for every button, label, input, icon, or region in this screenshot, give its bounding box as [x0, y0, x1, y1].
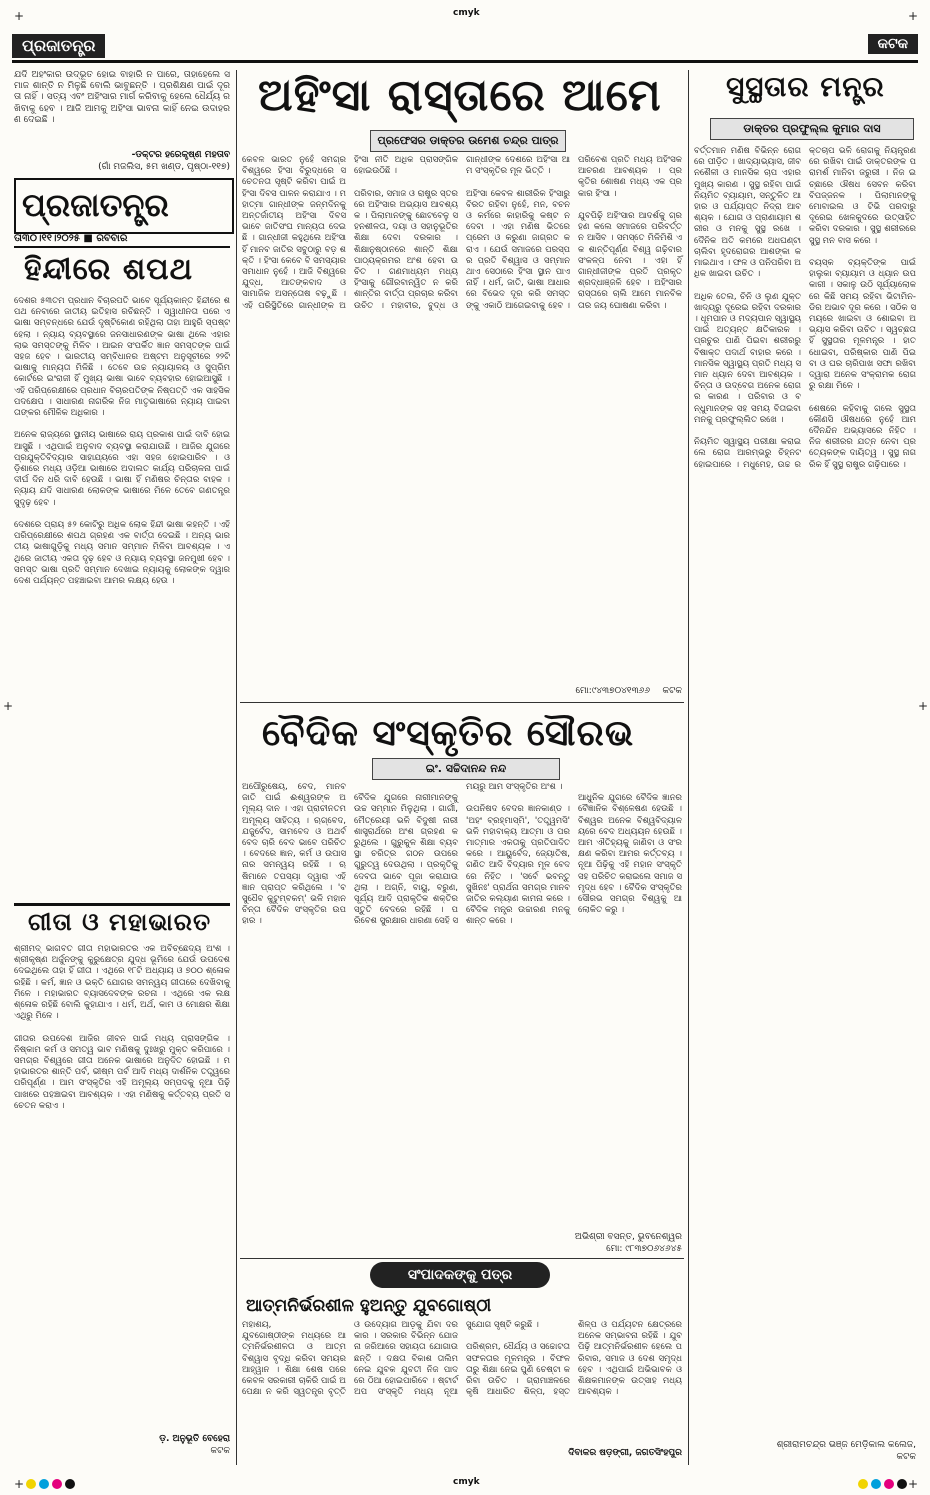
editorial-body: ଦେଶର ୫୩ତମ ପ୍ରଧାନ ବିଚାରପତି ଭାବେ ସୂର୍ଯ୍ୟକାନ୍ତ ହିନ୍ଦୀରେ ଶପଥ ନେବାରେ ଜାତୀୟ ଇତିହାସ ରଚିଛନ୍ତି । ସ୍ୱାଧୀନତା ପରେ ଏ ଭାଷା ସମ୍ବନ୍ଧରେ ଯେଉଁ ଦୃଷ୍ଟିକୋଣ ରହିଥିଲା ତାହା ଆହୁରି ସ୍ପଷ୍ଟ ହେଲା । ନ୍ୟାୟ ବ୍ୟବସ୍ଥାରେ ଜନସାଧାରଣଙ୍କ ଭାଷା ଥିଲେ ଏହାର ଲାଭ ସମସ୍ତଙ୍କୁ ମିଳିବ । ଆଇନ ସଂପର୍କିତ ଜ୍ଞାନ ସମସ୍ତଙ୍କ ପାଇଁ ସହଜ ହେବ । ଭାରତୀୟ ସମ୍ବିଧାନର ଅଷ୍ଟମ ଅନୁସୂଚୀରେ ୨୨ଟି ଭାଷାକୁ ମାନ୍ୟତା ମିଳିଛି । ତେବେ ଉଚ୍ଚ ନ୍ୟାୟାଳୟ ଓ ସୁପ୍ରିମ କୋର୍ଟରେ ଇଂରାଜୀ ହିଁ ମୁଖ୍ୟ ଭାଷା ଭାବେ ବ୍ୟବହାର ହୋଇଆସୁଛି । ଏହି ପରିପ୍ରେକ୍ଷୀରେ ପ୍ରଧାନ ବିଚାରପତିଙ୍କ ନିଷ୍ପତ୍ତି ଏକ ସାହସିକ ପଦକ୍ଷେପ । ସାଧାରଣ ନାଗରିକ ନିଜ ମାତୃଭାଷାରେ ନ୍ୟାୟ ପାଇବା ତାଙ୍କର ମୌଳିକ ଅଧିକାର । ଅନେକ ରାଜ୍ୟରେ ସ୍ଥାନୀୟ ଭାଷାରେ ରାୟ ପ୍ରକାଶ ପାଇଁ ଦାବି ହୋଇଆସୁଛି । ଏଥିପାଇଁ ଅନୁବାଦ ବ୍ୟବସ୍ଥା କରାଯାଉଛି । ଆଜିର ଯୁଗରେ ପ୍ରଯୁକ୍ତିବିଦ୍ୟାର ସାହାଯ୍ୟରେ ଏହା ସହଜ ହୋଇପାରିବ । ଓଡ଼ିଶାରେ ମଧ୍ୟ ଓଡ଼ିଆ ଭାଷାରେ ଅଦାଲତ କାର୍ଯ୍ୟ ପରିଚାଳନା ପାଇଁ ଦୀର୍ଘ ଦିନ ଧରି ଦାବି ହେଉଛି । ଭାଷା ହିଁ ମଣିଷର ଚିନ୍ତାର ବାହକ । ନ୍ୟାୟ ଯଦି ସାଧାରଣ ଲୋକଙ୍କ ଭାଷାରେ ମିଳେ ତେବେ ଗଣତନ୍ତ୍ର ସୁଦୃଢ଼ ହେବ । ଦେଶରେ ପ୍ରାୟ ୫୨ କୋଟିରୁ ଅଧିକ ଲୋକ ହିନ୍ଦୀ ଭାଷା କହନ୍ତି । ଏହି ପରିପ୍ରେକ୍ଷୀରେ ଶପଥ ଗ୍ରହଣ ଏକ ବାର୍ତ୍ତା ଦେଇଛି । ଅନ୍ୟ ଭାରତୀୟ ଭାଷାଗୁଡ଼ିକୁ ମଧ୍ୟ ସମାନ ସମ୍ମାନ ମିଳିବା ଆବଶ୍ୟକ । ଏଥିରେ ଜାତୀୟ ଏକତା ଦୃଢ଼ ହେବ ଓ ନ୍ୟାୟ ବ୍ୟବସ୍ଥା ଜନମୁଖୀ ହେବ । ସମସ୍ତ ଭାଷା ପ୍ରତି ସମ୍ମାନ ଦେଖାଇ ନ୍ୟାୟକୁ ଲୋକଙ୍କ ଦ୍ୱାର ଦେଶ ପର୍ଯ୍ୟନ୍ତ ପହଞ୍ଚାଇବା ଆମର ଲକ୍ଷ୍ୟ ହେଉ ।	[14, 296, 230, 587]
quote-author: -ଡକ୍ଟର ହରେକୃଷ୍ଣ ମହତାବ	[131, 150, 230, 160]
ahimsa-byline: ପ୍ରଫେସର ଡାକ୍ତର ଉମେଶ ଚନ୍ଦ୍ର ପାତ୍ର	[370, 130, 566, 152]
vedic-body: ଅପୌରୁଷେୟ, ବେଦ, ମାନବ ଜାତି ପାଇଁ ଈଶ୍ୱରଙ୍କ ଅମୂଲ୍ୟ ଦାନ । ଏହା ପ୍ରାଚୀନତମ ଅମୂଲ୍ୟ ସାହିତ୍ୟ । ଋଗ୍ବେଦ, ଯଜୁର୍ବେଦ, ସାମବେଦ ଓ ଅଥର୍ବବେଦ ଚାରି ବେଦ ଭାବେ ପରିଚିତ । ବେଦରେ ଜ୍ଞାନ, କର୍ମ ଓ ଉପାସନାର ସମନ୍ୱୟ ରହିଛି । ଋଷିମାନେ ତପସ୍ୟା ଦ୍ୱାରା ଏହି ଜ୍ଞାନ ପ୍ରାପ୍ତ କରିଥିଲେ । 'ବସୁଧୈବ କୁଟୁମ୍ବକମ୍' ଭଳି ମହାନ ଚିନ୍ତା ବୈଦିକ ସଂସ୍କୃତିର ଉପହାର । ବୈଦିକ ଯୁଗରେ ନାରୀମାନଙ୍କୁ ଉଚ୍ଚ ସମ୍ମାନ ମିଳୁଥିଲା । ଗାର୍ଗୀ, ମୈତ୍ରେୟୀ ଭଳି ବିଦୁଷୀ ନାରୀ ଶାସ୍ତ୍ରାର୍ଥରେ ଅଂଶ ଗ୍ରହଣ କରୁଥିଲେ । ଗୁରୁକୁଳ ଶିକ୍ଷା ବ୍ୟବସ୍ଥା ଚରିତ୍ର ଗଠନ ଉପରେ ଗୁରୁତ୍ୱ ଦେଉଥିଲା । ପ୍ରକୃତିକୁ ଦେବତା ଭାବେ ପୂଜା କରାଯାଉଥିଲା । ଅଗ୍ନି, ବାୟୁ, ବରୁଣ, ସୂର୍ଯ୍ୟ ଆଦି ପ୍ରାକୃତିକ ଶକ୍ତିର ସ୍ତୁତି ବେଦରେ ରହିଛି । ପରିବେଶ ସୁରକ୍ଷାର ଧାରଣା ସେହି ସମୟରୁ ଆମ ସଂସ୍କୃତିର ଅଂଶ । ଉପନିଷଦ ବେଦର ଜ୍ଞାନକାଣ୍ଡ । 'ଅହଂ ବ୍ରହ୍ମାସ୍ମି', 'ତତ୍ତ୍ୱମସି' ଭଳି ମହାବାକ୍ୟ ଆତ୍ମା ଓ ପରମାତ୍ମାର ଏକତାକୁ ପ୍ରତିପାଦିତ କରେ । ଆୟୁର୍ବେଦ, ଜ୍ୟୋତିଷ, ଗଣିତ ଆଦି ବିଦ୍ୟାର ମୂଳ ବେଦରେ ନିହିତ । 'ସର୍ବେ ଭବନ୍ତୁ ସୁଖିନଃ' ପ୍ରାର୍ଥନା ସମଗ୍ର ମାନବ ଜାତିର କଲ୍ୟାଣ କାମନା କରେ । ବୈଦିକ ମନ୍ତ୍ର ଉଚ୍ଚାରଣ ମନକୁ ଶାନ୍ତ କରେ । ଆଧୁନିକ ଯୁଗରେ ବୈଦିକ ଜ୍ଞାନର ବୈଜ୍ଞାନିକ ବିଶ୍ଳେଷଣ ହେଉଛି । ବିଶ୍ୱର ଅନେକ ବିଶ୍ୱବିଦ୍ୟାଳୟରେ ବେଦ ଅଧ୍ୟୟନ ହେଉଛି । ଆମ ଐତିହ୍ୟକୁ ଜାଣିବା ଓ ସଂରକ୍ଷଣ କରିବା ଆମର କର୍ତ୍ତବ୍ୟ । ନୂଆ ପିଢ଼ିକୁ ଏହି ମହାନ ସଂସ୍କୃତି ସହ ପରିଚିତ କରାଇଲେ ସମାଜ ସମୃଦ୍ଧ ହେବ । ବୈଦିକ ସଂସ୍କୃତିର ସୌରଭ ସମଗ୍ର ବିଶ୍ୱକୁ ଆଲୋକିତ କରୁ ।	[242, 782, 682, 927]
masthead-box	[14, 178, 234, 234]
vedic-phone: ମୋ: ୯୮୩୭୦୬୪୬୪୫	[606, 1244, 682, 1254]
gita-title: ଗୀତା ଓ ମହାଭାରତ	[28, 907, 212, 936]
quote-source: (ଗାଁ ମଜଲିସ, ୫ମ ଖଣ୍ଡ, ପୃଷ୍ଠା-୧୧୭)	[98, 162, 230, 172]
print-marker-top: cmyk	[453, 8, 480, 18]
health-byline: ଡାକ୍ତର ପ୍ରଫୁଲ୍ଲ କୁମାର ଦାସ	[710, 118, 914, 140]
registration-mark: +	[14, 1477, 25, 1491]
health-body: ବର୍ତ୍ତମାନ ମଣିଷ ବିଭିନ୍ନ ରୋଗରେ ପୀଡ଼ିତ । ଖାଦ୍ୟାଭ୍ୟାସ, ଜୀବନଶୈଳୀ ଓ ମାନସିକ ଚାପ ଏହାର ମୁଖ୍ୟ କାରଣ । ସୁସ୍ଥ ରହିବା ପାଇଁ ନିୟମିତ ବ୍ୟାୟାମ, ସନ୍ତୁଳିତ ଆହାର ଓ ପର୍ଯ୍ୟାପ୍ତ ନିଦ୍ରା ଆବଶ୍ୟକ । ଯୋଗ ଓ ପ୍ରାଣାୟାମ ଶରୀର ଓ ମନକୁ ସୁସ୍ଥ ରଖେ । ଦୈନିକ ଅତି କମରେ ଅଧଘଣ୍ଟା ଚାଲିବା ହୃଦରୋଗର ଆଶଙ୍କା କମାଇଥାଏ । ଫଳ ଓ ପନିପରିବା ଅଧିକ ଖାଇବା ଉଚିତ । ଅଧିକ ତେଲ, ଚିନି ଓ ଲୁଣ ଯୁକ୍ତ ଖାଦ୍ୟରୁ ଦୂରେଇ ରହିବା ଦରକାର । ଧୂମପାନ ଓ ମଦ୍ୟପାନ ସ୍ୱାସ୍ଥ୍ୟ ପାଇଁ ଅତ୍ୟନ୍ତ କ୍ଷତିକାରକ । ପ୍ରଚୁର ପାଣି ପିଇବା ଶରୀରରୁ ବିଷାକ୍ତ ପଦାର୍ଥ ବାହାର କରେ । ମାନସିକ ସ୍ୱାସ୍ଥ୍ୟ ପ୍ରତି ମଧ୍ୟ ସମାନ ଧ୍ୟାନ ଦେବା ଆବଶ୍ୟକ । ଚିନ୍ତା ଓ ଉଦ୍‌ବେଗ ଅନେକ ରୋଗର କାରଣ । ପରିବାର ଓ ବନ୍ଧୁମାନଙ୍କ ସହ ସମୟ ବିତାଇବା ମନକୁ ପ୍ରଫୁଲ୍ଲିତ ରଖେ । ନିୟମିତ ସ୍ୱାସ୍ଥ୍ୟ ପରୀକ୍ଷା କରାଇଲେ ରୋଗ ଆରମ୍ଭରୁ ଚିହ୍ନଟ ହୋଇପାରେ । ମଧୁମେହ, ଉଚ୍ଚ ରକ୍ତଚାପ ଭଳି ରୋଗକୁ ନିୟନ୍ତ୍ରଣରେ ରଖିବା ପାଇଁ ଡାକ୍ତରଙ୍କ ପରାମର୍ଶ ମାନିବା ଜରୁରୀ । ନିଜ ଇଚ୍ଛାରେ ଔଷଧ ସେବନ କରିବା ବିପଜ୍ଜନକ । ପିଲାମାନଙ୍କୁ ମୋବାଇଲ ଓ ଟିଭି ପରଦାରୁ ଦୂରେଇ ଖେଳକୁଦରେ ଉତ୍ସାହିତ କରିବା ଦରକାର । ସୁସ୍ଥ ଶରୀରରେ ସୁସ୍ଥ ମନ ବାସ କରେ । ବୟସ୍କ ବ୍ୟକ୍ତିଙ୍କ ପାଇଁ ହାଲୁକା ବ୍ୟାୟାମ ଓ ଧ୍ୟାନ ଉପକାରୀ । ସକାଳୁ ଉଠି ସୂର୍ଯ୍ୟାଲୋକରେ କିଛି ସମୟ ରହିବା ଭିଟାମିନ-ଡିର ଅଭାବ ଦୂର କରେ । ସଠିକ ସମୟରେ ଖାଇବା ଓ ଶୋଇବା ଅଭ୍ୟାସ କରିବା ଉଚିତ । ସ୍ୱଚ୍ଛତା ହିଁ ସୁସ୍ଥତାର ମୂଳମନ୍ତ୍ର । ହାତ ଧୋଇବା, ପରିଷ୍କାର ପାଣି ପିଇବା ଓ ଘର ଚାରିପାଖ ସଫା ରଖିବା ଦ୍ୱାରା ଅନେକ ସଂକ୍ରାମକ ରୋଗରୁ ରକ୍ଷା ମିଳେ । ଶେଷରେ କହିବାକୁ ଗଲେ ସୁସ୍ଥତା କୌଣସି ଔଷଧରେ ନୁହେଁ ଆମ ଦୈନନ୍ଦିନ ଅଭ୍ୟାସରେ ନିହିତ । ନିଜ ଶରୀରର ଯତ୍ନ ନେବା ପ୍ରତ୍ୟେକଙ୍କ ଦାୟିତ୍ୱ । ସୁସ୍ଥ ନାଗରିକ ହିଁ ସୁସ୍ଥ ରାଷ୍ଟ୍ର ଗଢ଼ିପାରେ ।	[694, 146, 916, 470]
page-header	[12, 32, 918, 62]
registration-mark: +	[3, 699, 14, 713]
ahimsa-phone: ମୋ:୯୪୩୭୦୪୧୩୬୬	[575, 686, 650, 696]
print-marker-bottom: cmyk	[453, 1477, 480, 1487]
letter-author: ଦିବାକର ଷଡ଼ଙ୍ଗୀ, ଜଗତସିଂହପୁର	[568, 1448, 682, 1458]
registration-mark: +	[908, 9, 919, 23]
city-name: କଟକ	[868, 34, 918, 54]
vedic-place: ଅଭିଶ୍ରୀ ବସନ୍ତ, ଭୁବନେଶ୍ୱର	[574, 1232, 682, 1242]
registration-mark: +	[918, 699, 929, 713]
quote-text: ଯଦି ଅହଂକାର ଉଦ୍ଭୂତ ହୋଇ ବାହାରି ନ ପାରେ, ତାହାହେଲେ ସମାଜ ଶାନ୍ତି ନ ମିଳୁଛି ବୋଲି ଭାବୁଛନ୍ତି । ପ୍ରଶିକ୍ଷଣ ପାଇଁ ଦୂରତା ନାହିଁ । ସତ୍ୟ ଏବଂ ଅହିଂସାର ମାର୍ଗ କରିବାକୁ ହେଲେ ଧୈର୍ଯ୍ୟ ରଖିବାକୁ ହେବ । ଆଜି ଆମକୁ ଅହିଂସା ଭାବନା କାହିଁ ନେଇ ଉଦାହରଣ ଦେଇଛି ।	[14, 70, 230, 125]
health-author: ଶ୍ରୀରାମଚନ୍ଦ୍ର ଭଞ୍ଜ ମେଡ଼ିକାଲ କଲେଜ,	[776, 1440, 916, 1450]
registration-mark: +	[908, 1477, 919, 1491]
letter-body: ମହାଶୟ, ଯୁବଗୋଷ୍ଠୀଙ୍କ ମଧ୍ୟରେ ଆତ୍ମନିର୍ଭରଶୀଳତା ଓ ଆତ୍ମବିଶ୍ୱାସ ବୃଦ୍ଧି କରିବା ସମୟର ଆହ୍ୱାନ । ଶିକ୍ଷା ଶେଷ ପରେ କେବଳ ସରକାରୀ ଚାକିରି ପାଇଁ ଅପେକ୍ଷା ନ କରି ସ୍ୱତନ୍ତ୍ର ବୃତ୍ତି ଓ ଉଦ୍ୟୋଗ ଆଡ଼କୁ ଯିବା ଦରକାର । ସରକାର ବିଭିନ୍ନ ଯୋଜନା ଜରିଆରେ ସହାୟତା ଯୋଗାଉଛନ୍ତି । ଦକ୍ଷତା ବିକାଶ ତାଲିମ ନେଇ ଯୁବକ ଯୁବତୀ ନିଜ ପାଦରେ ଠିଆ ହୋଇପାରିବେ । ଷ୍ଟାର୍ଟଅପ ସଂସ୍କୃତି ମଧ୍ୟ ନୂଆ ସୁଯୋଗ ସୃଷ୍ଟି କରୁଛି । ପରିଶ୍ରମ, ଧୈର୍ଯ୍ୟ ଓ ସଚ୍ଚୋଟତା ସଫଳତାର ମୂଳମନ୍ତ୍ର । ବିଫଳତାରୁ ଶିକ୍ଷା ନେଇ ପୁଣି ଚେଷ୍ଟା କରିବା ଉଚିତ । ଗ୍ରାମାଞ୍ଚଳରେ କୃଷି ଆଧାରିତ ଶିଳ୍ପ, ହସ୍ତଶିଳ୍ପ ଓ ପର୍ଯ୍ୟଟନ କ୍ଷେତ୍ରରେ ଅନେକ ସମ୍ଭାବନା ରହିଛି । ଯୁବପିଢ଼ି ଆତ୍ମନିର୍ଭରଶୀଳ ହେଲେ ପରିବାର, ସମାଜ ଓ ଦେଶ ସମୃଦ୍ଧ ହେବ । ଏଥିପାଇଁ ଅଭିଭାବକ ଓ ଶିକ୍ଷକମାନଙ୍କ ଉତ୍ସାହ ମଧ୍ୟ ଆବଶ୍ୟକ ।	[242, 1320, 682, 1398]
masthead-logo: ପ୍ରଜାତନ୍ତ୍ର	[22, 186, 169, 224]
ahimsa-body: କେବଳ ଭାରତ ନୁହେଁ ସମଗ୍ର ବିଶ୍ୱରେ ହିଂସା ବିରୁଦ୍ଧରେ ସଚେତନତା ସୃଷ୍ଟି କରିବା ପାଇଁ ଅହିଂସା ଦିବସ ପାଳନ କରାଯାଏ । ମହାତ୍ମା ଗାନ୍ଧୀଙ୍କ ଜନ୍ମଦିନକୁ ଅନ୍ତର୍ଜାତୀୟ ଅହିଂସା ଦିବସ ଭାବେ ଜାତିସଂଘ ମାନ୍ୟତା ଦେଇଛି । ଗାନ୍ଧୀଜୀ କହୁଥିଲେ ଅହିଂସା ହିଁ ମାନବ ଜାତିର ସବୁଠାରୁ ବଡ଼ ଶକ୍ତି । ହିଂସା କେବେ ବି ସମସ୍ୟାର ସମାଧାନ ନୁହେଁ । ଆଜି ବିଶ୍ୱରେ ଯୁଦ୍ଧ, ଆତଙ୍କବାଦ ଓ ସାମାଜିକ ଅସନ୍ତୋଷ ବଢ଼ୁଛି । ଏହି ପରିସ୍ଥିତିରେ ଗାନ୍ଧୀଙ୍କ ଅହିଂସା ନୀତି ଅଧିକ ପ୍ରାସଙ୍ଗିକ ହୋଇଉଠିଛି । ପରିବାର, ସମାଜ ଓ ରାଷ୍ଟ୍ର ସ୍ତରରେ ଅହିଂସାର ଅଭ୍ୟାସ ଆବଶ୍ୟକ । ପିଲାମାନଙ୍କୁ ଛୋଟବେଳୁ ସହନଶୀଳତା, ଦୟା ଓ ସହାନୁଭୂତିର ଶିକ୍ଷା ଦେବା ଦରକାର । ଶିକ୍ଷାନୁଷ୍ଠାନରେ ଶାନ୍ତି ଶିକ୍ଷା ପାଠ୍ୟକ୍ରମର ଅଂଶ ହେବା ଉଚିତ । ଗଣମାଧ୍ୟମ ମଧ୍ୟ ହିଂସାକୁ ଗୌରବାନ୍ୱିତ ନ କରି ଶାନ୍ତିର ବାର୍ତ୍ତା ପ୍ରଚାର କରିବା ଉଚିତ । ମହାବୀର, ବୁଦ୍ଧ ଓ ଗାନ୍ଧୀଙ୍କ ଦେଶରେ ଅହିଂସା ଆମ ସଂସ୍କୃତିର ମୂଳ ଭିତ୍ତି । ଅହିଂସା କେବଳ ଶାରୀରିକ ହିଂସାରୁ ବିରତ ରହିବା ନୁହେଁ, ମନ, ବଚନ ଓ କର୍ମରେ କାହାରିକୁ କଷ୍ଟ ନ ଦେବା । ଏହା ମଣିଷ ଭିତରେ ପ୍ରେମ ଓ କରୁଣା ଜାଗ୍ରତ କରାଏ । ଯେଉଁ ସମାଜରେ ପରସ୍ପର ପ୍ରତି ବିଶ୍ୱାସ ଓ ସମ୍ମାନ ଥାଏ ସେଠାରେ ହିଂସା ସ୍ଥାନ ପାଏ ନାହିଁ । ଧର୍ମ, ଜାତି, ଭାଷା ଆଧାରରେ ବିଭେଦ ଦୂର କରି ସମସ୍ତଙ୍କୁ ଏକାଠି ଆଗେଇବାକୁ ହେବ । ପରିବେଶ ପ୍ରତି ମଧ୍ୟ ଅହିଂସକ ଆଚରଣ ଆବଶ୍ୟକ । ପ୍ରକୃତିର ଶୋଷଣ ମଧ୍ୟ ଏକ ପ୍ରକାର ହିଂସା । ଯୁବପିଢ଼ି ଅହିଂସାର ଆଦର୍ଶକୁ ଗ୍ରହଣ କଲେ ସମାଜରେ ପରିବର୍ତ୍ତନ ଆସିବ । ସମସ୍ତେ ମିଳିମିଶି ଏକ ଶାନ୍ତିପୂର୍ଣ୍ଣ ବିଶ୍ୱ ଗଢ଼ିବାର ସଂକଳ୍ପ ନେବା । ଏହା ହିଁ ଗାନ୍ଧୀଜୀଙ୍କ ପ୍ରତି ପ୍ରକୃତ ଶ୍ରଦ୍ଧାଞ୍ଜଳି ହେବ । ଅହିଂସାର ରାସ୍ତାରେ ଚାଲି ଆମେ ମାନବିକତାର ଜୟ ଘୋଷଣା କରିବା ।	[242, 155, 682, 311]
letters-banner: ସଂପାଦକଙ୍କୁ ପତ୍ର	[370, 1262, 550, 1288]
editorial-title: ହିନ୍ଦୀରେ ଶପଥ	[24, 252, 194, 287]
gita-author: ଡ଼. ଅନୁଭୂତି ବେହେରା	[159, 1434, 230, 1444]
ahimsa-place: କଟକ	[662, 686, 682, 696]
health-place: କଟକ	[896, 1452, 916, 1462]
letter-title: ଆତ୍ମନିର୍ଭରଶୀଳ ହୁଅନ୍ତୁ ଯୁବଗୋଷ୍ଠୀ	[246, 1296, 492, 1316]
gita-place: କଟକ	[210, 1446, 230, 1456]
gita-body: ଶ୍ରୀମଦ୍ ଭାଗବତ ଗୀତା ମହାଭାରତର ଏକ ଅବିଚ୍ଛେଦ୍ୟ ଅଂଶ । ଶ୍ରୀକୃଷ୍ଣ ଅର୍ଜୁନଙ୍କୁ କୁରୁକ୍ଷେତ୍ର ଯୁଦ୍ଧ ଭୂମିରେ ଯେଉଁ ଉପଦେଶ ଦେଇଥିଲେ ତାହା ହିଁ ଗୀତା । ଏଥିରେ ୧୮ଟି ଅଧ୍ୟାୟ ଓ ୭୦୦ ଶ୍ଳୋକ ରହିଛି । କର୍ମ, ଜ୍ଞାନ ଓ ଭକ୍ତି ଯୋଗର ସମନ୍ୱୟ ଗୀତାରେ ଦେଖିବାକୁ ମିଳେ । ମହାଭାରତ ବ୍ୟାସଦେବଙ୍କ ରଚନା । ଏଥିରେ ଏକ ଲକ୍ଷ ଶ୍ଳୋକ ରହିଛି ବୋଲି କୁହାଯାଏ । ଧର୍ମ, ଅର୍ଥ, କାମ ଓ ମୋକ୍ଷର ଶିକ୍ଷା ଏଥିରୁ ମିଳେ । ଗୀତାର ଉପଦେଶ ଆଜିର ଜୀବନ ପାଇଁ ମଧ୍ୟ ପ୍ରାସଙ୍ଗିକ । ନିଷ୍କାମ କର୍ମ ଓ ସମତ୍ୱ ଭାବ ମଣିଷକୁ ଦୁଃଖରୁ ମୁକ୍ତ କରିପାରେ । ସମଗ୍ର ବିଶ୍ୱରେ ଗୀତା ଅନେକ ଭାଷାରେ ଅନୁଦିତ ହୋଇଛି । ମହାଭାରତର ଶାନ୍ତି ପର୍ବ, ଭୀଷ୍ମ ପର୍ବ ଆଦି ମଧ୍ୟ ଦାର୍ଶନିକ ତତ୍ତ୍ୱରେ ପରିପୂର୍ଣ୍ଣ । ଆମ ସଂସ୍କୃତିର ଏହି ଅମୂଲ୍ୟ ସମ୍ପଦକୁ ନୂଆ ପିଢ଼ି ପାଖରେ ପହଞ୍ଚାଇବା ଆବଶ୍ୟକ । ଏହା ମଣିଷକୁ କର୍ତ୍ତବ୍ୟ ପ୍ରତି ସଚେତନ କରାଏ ।	[14, 944, 230, 1111]
vedic-byline: ଇଂ. ସଚ୍ଚିଦାନନ୍ଦ ନନ୍ଦ	[372, 758, 560, 780]
health-title: ସୁସ୍ଥତାର ମନ୍ତ୍ର	[726, 70, 885, 103]
registration-mark: +	[14, 9, 25, 23]
date-line: ତା୩୦।୧୧।୨୦୨୫ ■ ରବିବାର	[14, 233, 230, 248]
section-name: ପ୍ରଜାତନ୍ତ୍ର	[12, 34, 105, 58]
ahimsa-title: ଅହିଂସା ରାସ୍ତାରେ ଆମେ	[258, 70, 662, 121]
vedic-title: ବୈଦିକ ସଂସ୍କୃତିର ସୌରଭ	[262, 712, 635, 754]
